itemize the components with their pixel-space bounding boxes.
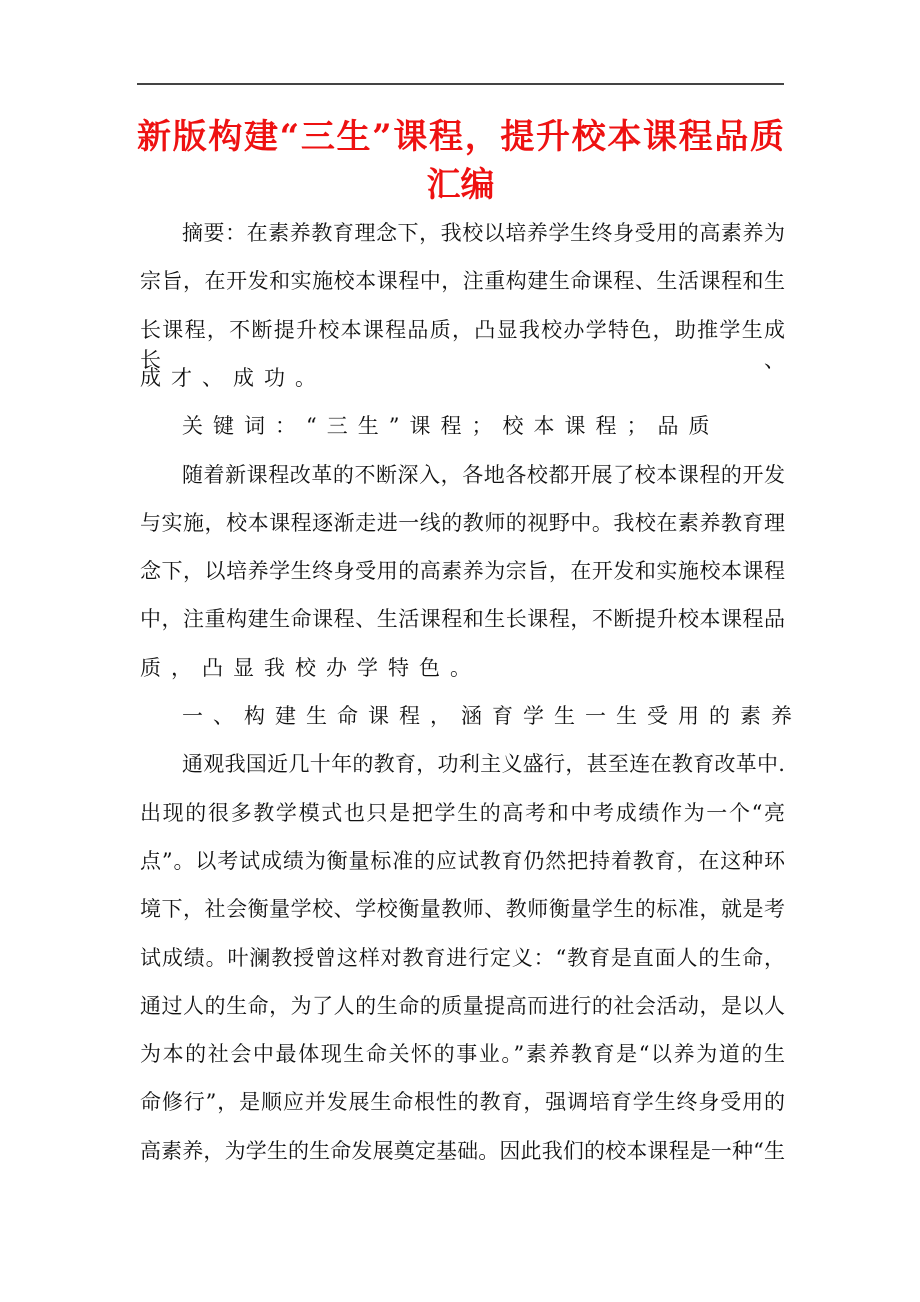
- text-line: 境下，社会衡量学校、学校衡量教师、教师衡量学生的标准，就是考: [140, 897, 785, 922]
- text-line: 随着新课程改革的不断深入，各地各校都开展了校本课程的开发: [182, 462, 785, 487]
- text-line: 点”。以考试成绩为衡量标准的应试教育仍然把持着教育，在这种环: [140, 848, 785, 873]
- text-line: 念下，以培养学生终身受用的高素养为宗旨，在开发和实施校本课程: [140, 559, 785, 584]
- text-line: 通观我国近几十年的教育，功利主义盛行，甚至连在教育改革中.: [182, 752, 785, 777]
- text-line: 成才、成功。: [140, 365, 326, 390]
- text-line: 中，注重构建生命课程、生活课程和生长课程，不断提升校本课程品: [140, 607, 785, 632]
- text-line: 摘要：在素养教育理念下，我校以培养学生终身受用的高素养为: [182, 221, 785, 245]
- text-line: 试成绩。叶澜教授曾这样对教育进行定义：“教育是直面人的生命，: [140, 945, 785, 970]
- document-title-line2: 汇编: [426, 165, 495, 205]
- text-line: 质，凸显我校办学特色。: [140, 655, 481, 680]
- text-line: 一、构建生命课程，涵育学生一生受用的素养: [182, 704, 802, 728]
- header-rule: [137, 83, 784, 85]
- text-line: 出现的很多教学模式也只是把学生的高考和中考成绩作为一个“亮: [140, 800, 785, 825]
- text-line: 长课程，不断提升校本课程品质，凸显我校办学特色，助推学生成长、: [140, 317, 785, 372]
- text-line: 为本的社会中最体现生命关怀的事业。”素养教育是“以养为道的生: [140, 1042, 785, 1067]
- document-title: 新版构建“三生”课程，提升校本课程品质: [137, 117, 784, 157]
- text-line: 高素养，为学生的生命发展奠定基础。因此我们的校本课程是一种“生: [140, 1138, 785, 1163]
- text-line: 命修行”，是顺应并发展生命根性的教育，强调培育学生终身受用的: [140, 1090, 785, 1115]
- text-line: 关键词：“三生”课程；校本课程；品质: [182, 414, 720, 439]
- text-line: 通过人的生命，为了人的生命的质量提高而进行的社会活动，是以人: [140, 993, 785, 1018]
- text-line: 与实施，校本课程逐渐走进一线的教师的视野中。我校在素养教育理: [140, 510, 785, 535]
- text-line: 宗旨，在开发和实施校本课程中，注重构建生命课程、生活课程和生: [140, 269, 785, 294]
